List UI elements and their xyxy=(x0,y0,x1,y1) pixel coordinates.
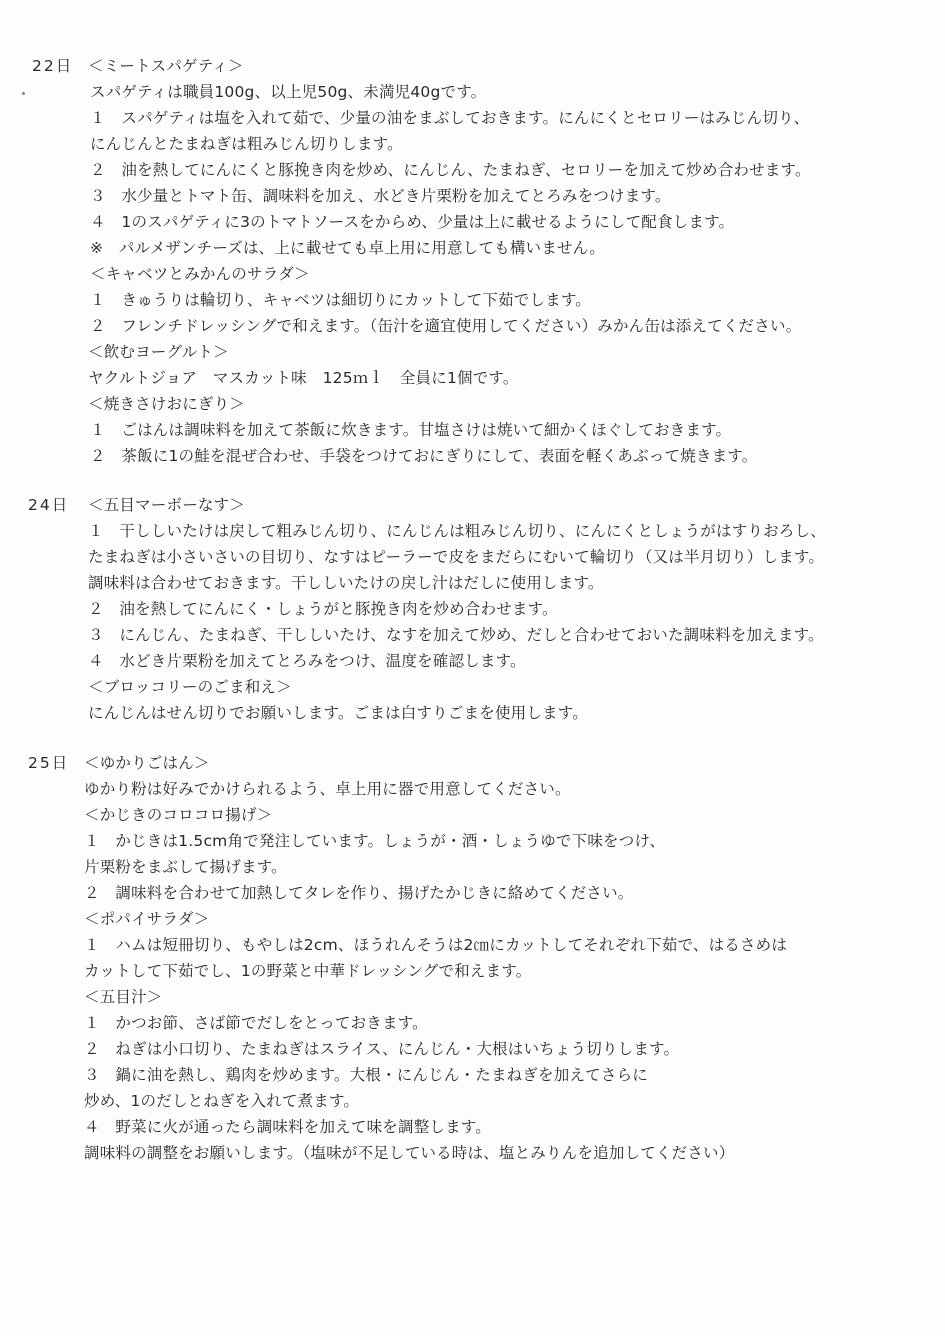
text-line: １ ハムは短冊切り、もやしは2cm、ほうれんそうは2㎝にカットしてそれぞれ下茹で、はるさめは xyxy=(84,936,788,954)
text-line: ４ 野菜に火が通ったら調味料を加えて味を調整します。 xyxy=(84,1118,491,1136)
text-line: １ かじきは1.5cm角で発注しています。しょうが・酒・しょうゆで下味をつけ、 xyxy=(84,832,666,850)
heading-broccoli: ＜ブロッコリーのごま和え＞ xyxy=(88,678,292,696)
date-label-22: 22日 xyxy=(32,57,74,75)
heading-yogurt: ＜飲むヨーグルト＞ xyxy=(88,343,229,361)
note-line: ※ パルメザンチーズは、上に載せても卓上用に用意しても構いません。 xyxy=(90,239,605,257)
date-label-25: 25日 xyxy=(28,754,70,772)
text-line: １ ごはんは調味料を加えて茶飯に炊きます。甘塩さけは焼いて細かくほぐしておきます。 xyxy=(90,421,732,439)
text-line: ゆかり粉は好みでかけられるよう、卓上用に器で用意してください。 xyxy=(84,780,571,798)
text-line: たまねぎは小さいさいの目切り、なすはピーラーで皮をまだらにむいて輪切り（又は半月切り）します。 xyxy=(88,548,825,566)
date-label-24: 24日 xyxy=(28,496,70,514)
text-line: ヤクルトジョア マスカット味 125ｍｌ 全員に1個です。 xyxy=(88,369,519,387)
text-line: 炒め、1のだしとねぎを入れて煮ます。 xyxy=(84,1092,360,1110)
heading-gomoku-soup: ＜五目汁＞ xyxy=(84,988,163,1006)
text-line: ４ 1のスパゲティに3のトマトソースをからめ、少量は上に載せるようにして配食します。 xyxy=(90,213,735,231)
text-line: ３ にんじん、たまねぎ、干ししいたけ、なすを加えて炒め、だしと合わせておいた調味料を加えます。 xyxy=(88,626,824,644)
heading-cabbage-salad: ＜キャベツとみかんのサラダ＞ xyxy=(90,265,310,283)
heading-salmon-onigiri: ＜焼きさけおにぎり＞ xyxy=(88,395,246,413)
text-line: １ スパゲティは塩を入れて茹で、少量の油をまぶしておきます。にんにくとセロリーはみじん切り、 xyxy=(90,109,810,127)
text-line: ２ 調味料を合わせて加熱してタレを作り、揚げたかじきに絡めてください。 xyxy=(84,884,634,902)
heading-yukari-rice: ＜ゆかりごはん＞ xyxy=(84,754,210,772)
text-line: にんじんはせん切りでお願いします。ごまは白すりごまを使用します。 xyxy=(88,704,588,722)
heading-popeye-salad: ＜ポパイサラダ＞ xyxy=(84,910,210,928)
text-line: スパゲティは職員100g、以上児50g、未満児40gです。 xyxy=(90,83,487,101)
text-line: ３ 鍋に油を熱し、鶏肉を炒めます。大根・にんじん・たまねぎを加えてさらに xyxy=(84,1066,648,1084)
text-line: にんじんとたまねぎは粗みじん切りします。 xyxy=(90,135,403,153)
text-line: １ きゅうりは輪切り、キャベツは細切りにカットして下茹でします。 xyxy=(90,291,592,309)
text-line: ２ 茶飯に1の鮭を混ぜ合わせ、手袋をつけておにぎりにして、表面を軽くあぶって焼きます。 xyxy=(90,447,758,465)
heading-meat-spaghetti: ＜ミートスパゲティ＞ xyxy=(88,57,244,75)
text-line: ２ ねぎは小口切り、たまねぎはスライス、にんじん・大根はいちょう切りします。 xyxy=(84,1040,680,1058)
text-line: ４ 水どき片栗粉を加えてとろみをつけ、温度を確認します。 xyxy=(88,652,526,670)
text-line: ２ 油を熱してにんにく・しょうがと豚挽き肉を炒め合わせます。 xyxy=(88,600,558,618)
text-line: 調味料の調整をお願いします。（塩味が不足している時は、塩とみりんを追加してください） xyxy=(84,1144,735,1162)
text-line: ２ 油を熱してにんにくと豚挽き肉を炒め、にんじん、たまねぎ、セロリーを加えて炒め合わせます。 xyxy=(90,161,811,179)
text-line: １ 干ししいたけは戻して粗みじん切り、にんじんは粗みじん切り、にんにくとしょうがはすりおろし、 xyxy=(88,522,826,540)
text-line: 片栗粉をまぶして揚げます。 xyxy=(84,858,287,876)
text-line: 調味料は合わせておきます。干ししいたけの戻し汁はだしに使用します。 xyxy=(88,574,604,592)
text-line: １ かつお節、さば節でだしをとっておきます。 xyxy=(84,1014,428,1032)
text-line: ２ フレンチドレッシングで和えます。（缶汁を適宜使用してください）みかん缶は添えてください。 xyxy=(90,317,802,335)
text-line: カットして下茹でし、1の野菜と中華ドレッシングで和えます。 xyxy=(84,962,532,980)
text-line: ３ 水少量とトマト缶、調味料を加え、水どき片栗粉を加えてとろみをつけます。 xyxy=(90,187,671,205)
heading-mabo-eggplant: ＜五目マーボーなす＞ xyxy=(88,496,246,514)
scan-speck xyxy=(22,92,25,95)
heading-swordfish-fry: ＜かじきのコロコロ揚げ＞ xyxy=(84,806,273,824)
